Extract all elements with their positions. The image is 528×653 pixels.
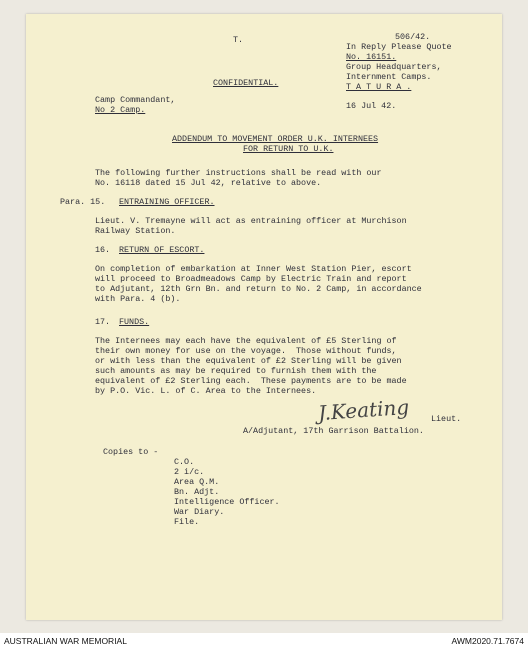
footer-accession-number: AWM2020.71.7674: [451, 636, 524, 646]
para-17-line-1: The Internees may each have the equivalent of £5 Sterling of: [95, 336, 397, 346]
signatory-rank: Lieut.: [431, 414, 462, 424]
reference-number: 506/42.: [395, 32, 431, 42]
intro-line-2: No. 16118 dated 15 Jul 42, relative to above.: [95, 178, 322, 188]
addressee-line-1: Camp Commandant,: [95, 95, 176, 105]
para-16-heading: RETURN OF ESCORT.: [119, 245, 205, 255]
copy-recipient: War Diary.: [174, 507, 225, 517]
classification-label: CONFIDENTIAL.: [213, 78, 279, 88]
handwritten-signature: J.Keating: [317, 394, 410, 426]
para-15-line-2: Railway Station.: [95, 226, 176, 236]
para-17-line-6: by P.O. Vic. L. of C. Area to the Internees.: [95, 386, 317, 396]
para-17-prefix: 17.: [95, 317, 111, 327]
intro-line-1: The following further instructions shall be read with our: [95, 168, 382, 178]
para-17-line-5: equivalent of £2 Sterling each. These payments are to be made: [95, 376, 407, 386]
copy-recipient: Area Q.M.: [174, 477, 220, 487]
addressee-line-2: No 2 Camp.: [95, 105, 146, 115]
para-16-prefix: 16.: [95, 245, 111, 255]
para-17-line-4: such amounts as may be required to furnish them with the: [95, 366, 377, 376]
para-17-line-2: their own money for use on the voyage. Those without funds,: [95, 346, 397, 356]
document-title-line-1: ADDENDUM TO MOVEMENT ORDER U.K. INTERNEES: [172, 134, 379, 144]
copy-recipient: Bn. Adjt.: [174, 487, 220, 497]
footer-institution: AUSTRALIAN WAR MEMORIAL: [4, 636, 127, 646]
copies-label: Copies to -: [103, 447, 159, 457]
para-16-line-4: with Para. 4 (b).: [95, 294, 181, 304]
para-16-line-1: On completion of embarkation at Inner West Station Pier, escort: [95, 264, 412, 274]
para-17-heading: FUNDS.: [119, 317, 150, 327]
copy-recipient: C.O.: [174, 457, 195, 467]
para-15-prefix: Para. 15.: [60, 197, 106, 207]
para-16-line-2: will proceed to Broadmeadows Camp by Electric Train and report: [95, 274, 407, 284]
signatory-position: A/Adjutant, 17th Garrison Battalion.: [243, 426, 424, 436]
hq-place: T A T U R A .: [346, 82, 412, 92]
para-15-heading: ENTRAINING OFFICER.: [119, 197, 215, 207]
document-date: 16 Jul 42.: [346, 101, 397, 111]
para-16-line-3: to Adjutant, 12th Grn Bn. and return to No. 2 Camp, in accordance: [95, 284, 422, 294]
copy-recipient: 2 i/c.: [174, 467, 205, 477]
reply-quote-label: In Reply Please Quote: [346, 42, 452, 52]
hq-line-1: Group Headquarters,: [346, 62, 442, 72]
quote-number: No. 16151.: [346, 52, 397, 62]
copy-recipient: File.: [174, 517, 200, 527]
para-17-line-3: or with less than the equivalent of £2 Sterling will be given: [95, 356, 402, 366]
document-title-line-2: FOR RETURN TO U.K.: [243, 144, 334, 154]
copy-recipient: Intelligence Officer.: [174, 497, 280, 507]
para-15-line-1: Lieut. V. Tremayne will act as entraining officer at Murchison: [95, 216, 407, 226]
t-mark: T.: [233, 35, 244, 45]
hq-line-2: Internment Camps.: [346, 72, 432, 82]
